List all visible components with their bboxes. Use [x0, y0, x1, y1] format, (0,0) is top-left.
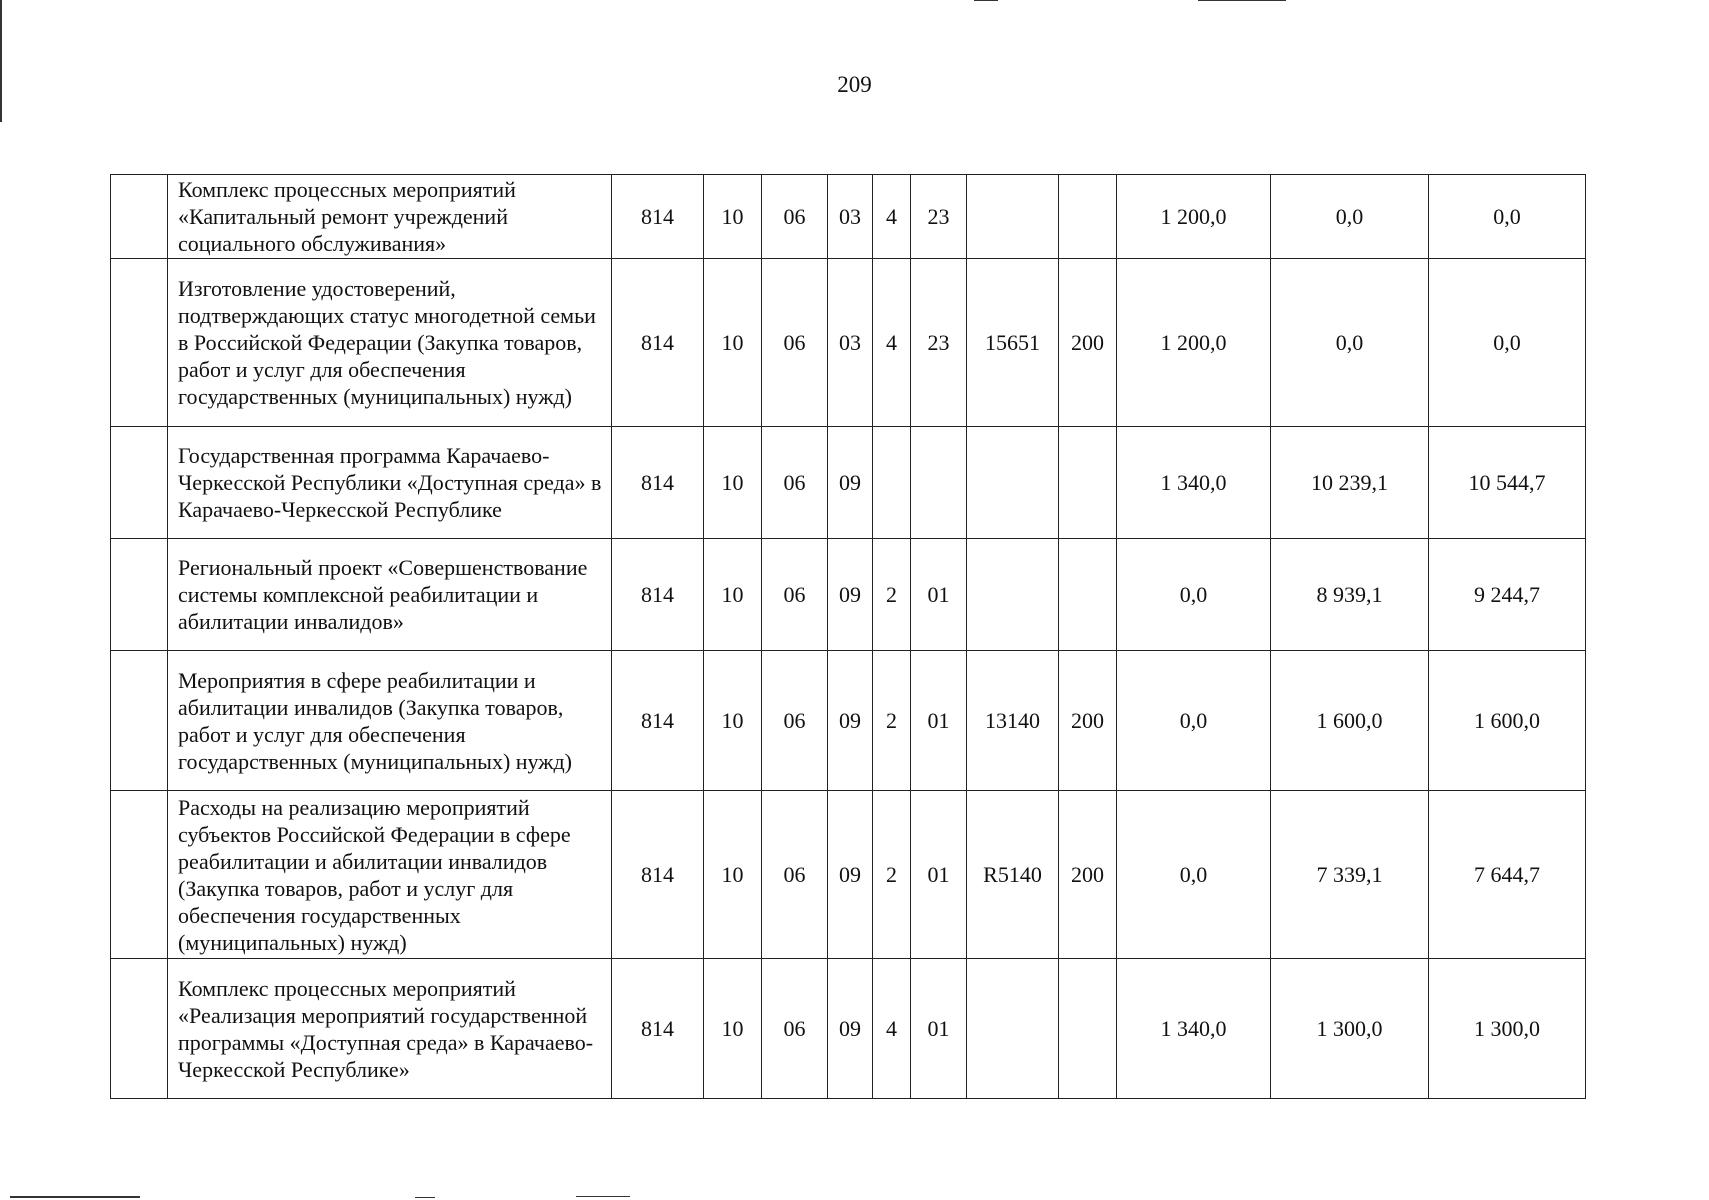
event-code-cell: 01 — [911, 791, 967, 959]
ministry-code-cell: 814 — [612, 791, 704, 959]
table-row — [111, 791, 1586, 959]
section-code-cell: 10 — [704, 791, 762, 959]
ministry-code-cell: 814 — [612, 259, 704, 427]
event-code-cell: 01 — [911, 959, 967, 1099]
program-code-cell: 03 — [828, 259, 873, 427]
section-code-cell: 10 — [704, 427, 762, 539]
ministry-code-cell: 814 — [612, 539, 704, 651]
section-code-cell: 10 — [704, 175, 762, 259]
expense-type-cell: 200 — [1059, 651, 1117, 791]
direction-code-cell: 13140 — [967, 651, 1059, 791]
expense-type-cell — [1059, 539, 1117, 651]
subprogram-code-cell: 4 — [873, 259, 911, 427]
row-number-cell — [111, 259, 168, 427]
amount-year-2-cell: 7 339,1 — [1271, 791, 1429, 959]
scan-edge-mark — [10, 1196, 140, 1198]
subsection-code-cell: 06 — [762, 539, 828, 651]
direction-code-cell — [967, 959, 1059, 1099]
item-name-cell: Изготовление удостоверений, подтверждающих статус многодетной семьи в Российской Федерации (Закупка товаров, работ и услуг для обеспечения государственных (муниципальных) нужд) — [168, 259, 612, 427]
scan-edge-mark — [415, 1197, 435, 1198]
event-code-cell: 23 — [911, 259, 967, 427]
amount-year-3-cell: 0,0 — [1429, 175, 1586, 259]
direction-code-cell — [967, 175, 1059, 259]
section-code-cell: 10 — [704, 959, 762, 1099]
section-code-cell: 10 — [704, 651, 762, 791]
scan-edge-mark — [1198, 0, 1286, 1]
amount-year-3-cell: 0,0 — [1429, 259, 1586, 427]
section-code-cell: 10 — [704, 259, 762, 427]
subsection-code-cell: 06 — [762, 175, 828, 259]
scan-edge-mark — [974, 0, 998, 1]
amount-year-2-cell: 1 600,0 — [1271, 651, 1429, 791]
program-code-cell: 09 — [828, 651, 873, 791]
row-number-cell — [111, 175, 168, 259]
ministry-code-cell: 814 — [612, 427, 704, 539]
amount-year-1-cell: 1 200,0 — [1117, 175, 1271, 259]
item-name-cell: Государственная программа Карачаево-Черкесской Республики «Доступная среда» в Карачаево-Черкесской Республике — [168, 427, 612, 539]
expense-type-cell — [1059, 959, 1117, 1099]
program-code-cell: 09 — [828, 539, 873, 651]
ministry-code-cell: 814 — [612, 959, 704, 1099]
table-row — [111, 259, 1586, 427]
amount-year-3-cell: 9 244,7 — [1429, 539, 1586, 651]
scan-edge-mark — [576, 1196, 630, 1197]
item-name-cell: Расходы на реализацию мероприятий субъектов Российской Федерации в сфере реабилитации и абилитации инвалидов (Закупка товаров, работ и услуг для обеспечения государственных (муниципальных) нужд) — [168, 791, 612, 959]
row-number-cell — [111, 427, 168, 539]
section-code-cell: 10 — [704, 539, 762, 651]
table-row — [111, 175, 1586, 259]
subsection-code-cell: 06 — [762, 791, 828, 959]
table-body — [111, 175, 1586, 1099]
program-code-cell: 09 — [828, 959, 873, 1099]
subprogram-code-cell: 4 — [873, 959, 911, 1099]
amount-year-2-cell: 1 300,0 — [1271, 959, 1429, 1099]
expense-type-cell — [1059, 175, 1117, 259]
subprogram-code-cell: 4 — [873, 175, 911, 259]
expense-type-cell: 200 — [1059, 791, 1117, 959]
subprogram-code-cell — [873, 427, 911, 539]
row-number-cell — [111, 791, 168, 959]
amount-year-1-cell: 1 340,0 — [1117, 959, 1271, 1099]
item-name-cell: Комплекс процессных мероприятий «Капитальный ремонт учреждений социального обслуживания» — [168, 175, 612, 259]
table-row — [111, 427, 1586, 539]
event-code-cell: 01 — [911, 651, 967, 791]
page-number: 209 — [837, 72, 872, 97]
amount-year-2-cell: 0,0 — [1271, 259, 1429, 427]
event-code-cell: 23 — [911, 175, 967, 259]
subprogram-code-cell: 2 — [873, 539, 911, 651]
amount-year-1-cell: 1 340,0 — [1117, 427, 1271, 539]
amount-year-2-cell: 0,0 — [1271, 175, 1429, 259]
table-row — [111, 651, 1586, 791]
table-row — [111, 539, 1586, 651]
event-code-cell: 01 — [911, 539, 967, 651]
direction-code-cell: 15651 — [967, 259, 1059, 427]
item-name-cell: Мероприятия в сфере реабилитации и абилитации инвалидов (Закупка товаров, работ и услуг для обеспечения государственных (муниципальных) нужд) — [168, 651, 612, 791]
row-number-cell — [111, 539, 168, 651]
amount-year-1-cell: 1 200,0 — [1117, 259, 1271, 427]
subprogram-code-cell: 2 — [873, 651, 911, 791]
subsection-code-cell: 06 — [762, 427, 828, 539]
amount-year-2-cell: 10 239,1 — [1271, 427, 1429, 539]
item-name-cell: Региональный проект «Совершенствование системы комплексной реабилитации и абилитации инвалидов» — [168, 539, 612, 651]
event-code-cell — [911, 427, 967, 539]
subsection-code-cell: 06 — [762, 651, 828, 791]
expense-type-cell: 200 — [1059, 259, 1117, 427]
program-code-cell: 09 — [828, 427, 873, 539]
direction-code-cell — [967, 539, 1059, 651]
ministry-code-cell: 814 — [612, 651, 704, 791]
direction-code-cell — [967, 427, 1059, 539]
amount-year-1-cell: 0,0 — [1117, 539, 1271, 651]
amount-year-3-cell: 1 600,0 — [1429, 651, 1586, 791]
item-name-cell: Комплекс процессных мероприятий «Реализация мероприятий государственной программы «Доступная среда» в Карачаево-Черкесской Республике» — [168, 959, 612, 1099]
amount-year-3-cell: 10 544,7 — [1429, 427, 1586, 539]
subprogram-code-cell: 2 — [873, 791, 911, 959]
row-number-cell — [111, 959, 168, 1099]
scan-edge-mark — [0, 0, 2, 122]
amount-year-3-cell: 7 644,7 — [1429, 791, 1586, 959]
subsection-code-cell: 06 — [762, 259, 828, 427]
row-number-cell — [111, 651, 168, 791]
subsection-code-cell: 06 — [762, 959, 828, 1099]
amount-year-2-cell: 8 939,1 — [1271, 539, 1429, 651]
expense-type-cell — [1059, 427, 1117, 539]
amount-year-3-cell: 1 300,0 — [1429, 959, 1586, 1099]
amount-year-1-cell: 0,0 — [1117, 651, 1271, 791]
direction-code-cell: R5140 — [967, 791, 1059, 959]
program-code-cell: 09 — [828, 791, 873, 959]
ministry-code-cell: 814 — [612, 175, 704, 259]
amount-year-1-cell: 0,0 — [1117, 791, 1271, 959]
budget-table — [110, 174, 1586, 1099]
program-code-cell: 03 — [828, 175, 873, 259]
table-row — [111, 959, 1586, 1099]
